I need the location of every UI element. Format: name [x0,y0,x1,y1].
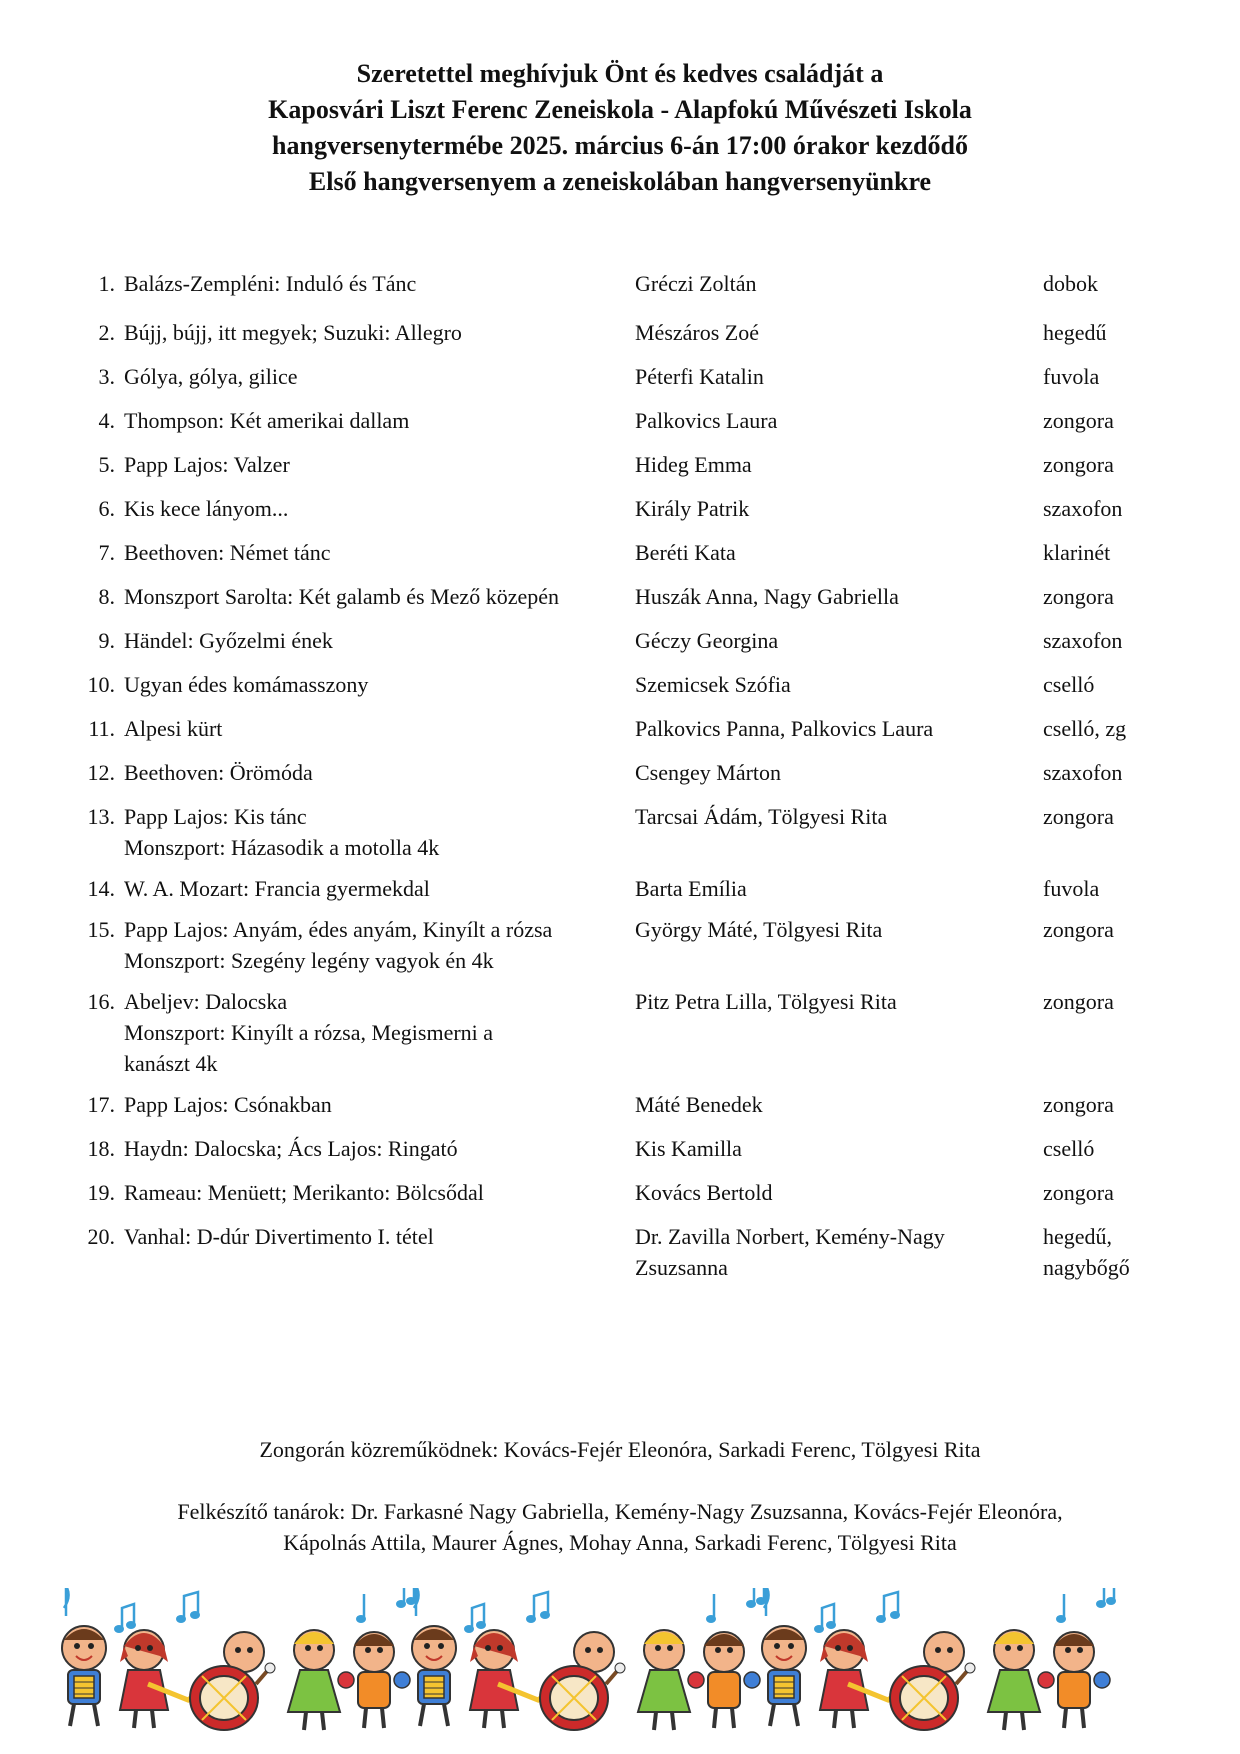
program-row [0,405,1240,436]
program-performers: Huszák Anna, Nagy Gabriella [635,584,899,609]
program-piece [124,986,635,1079]
program-row [0,986,1240,1079]
program-number: 10. [87,672,115,697]
program-piece [124,493,635,524]
program-piece [124,757,635,788]
program-performers: Gréczi Zoltán [635,271,757,296]
program-instrument: zongora [1043,584,1114,609]
piece-title: Monszport: Kinyílt a rózsa, Megismerni a [124,1020,494,1045]
piece-title: Monszport: Házasodik a motolla 4k [124,835,440,860]
program-piece [124,1177,635,1208]
program-instrument: zongora [1043,989,1114,1014]
program-performers: Király Patrik [635,496,750,521]
program-instrument: zongora [1043,1092,1114,1117]
program-instrument: klarinét [1043,540,1111,565]
program-number: 8. [98,584,115,609]
program-row [0,757,1240,788]
accompanists-line: Zongorán közreműködnek: Kovács-Fejér Eleonóra, Sarkadi Ferenc, Tölgyesi Rita [259,1437,981,1462]
program-row [0,268,1240,299]
program-piece [124,1089,635,1120]
piece-title: Alpesi kürt [124,716,223,741]
program-performers: Dr. Zavilla Norbert, Kemény-Nagy Zsuzsanna [635,1224,945,1280]
program-number: 2. [98,320,115,345]
program-piece [124,801,635,863]
program-number: 7. [98,540,115,565]
accompanists-note [0,1434,1240,1465]
program-row [0,537,1240,568]
program-instrument: hegedű [1043,320,1107,345]
program-piece [124,713,635,744]
piece-title: Rameau: Menüett; Merikanto: Bölcsődal [124,1180,484,1205]
program-performers: Hideg Emma [635,452,752,477]
invitation-header [0,56,1240,200]
program-performers: Csengey Márton [635,760,782,785]
program-number: 3. [98,364,115,389]
teachers-line-1: Felkészítő tanárok: Dr. Farkasné Nagy Gabriella, Kemény-Nagy Zsuzsanna, Kovács-Fejér Eleonóra, [177,1499,1063,1524]
program-number: 16. [87,989,115,1014]
program-performers: György Máté, Tölgyesi Rita [635,917,883,942]
program-number: 20. [87,1224,115,1249]
piece-title: W. A. Mozart: Francia gyermekdal [124,876,430,901]
program-performers: Tarcsai Ádám, Tölgyesi Rita [635,804,888,829]
program-instrument: szaxofon [1043,628,1123,653]
piece-title: Papp Lajos: Anyám, édes anyám, Kinyílt a rózsa [124,917,553,942]
program-instrument: zongora [1043,1180,1114,1205]
program-piece [124,873,635,904]
piece-title: Thompson: Két amerikai dallam [124,408,410,433]
program-row [0,1133,1240,1164]
header-line: Első hangversenyem a zeneiskolában hangversenyünkre [308,167,932,196]
program-number: 5. [98,452,115,477]
header-line: hangversenytermébe 2025. március 6-án 17:00 órakor kezdődő [272,131,968,160]
program-performers: Péterfi Katalin [635,364,764,389]
teachers-line-2: Kápolnás Attila, Maurer Ágnes, Mohay Anna, Sarkadi Ferenc, Tölgyesi Rita [283,1530,957,1555]
program-list [0,268,1240,1296]
program-piece [124,669,635,700]
program-row [0,625,1240,656]
children-band-icon [762,1588,1116,1730]
program-instrument: cselló [1043,672,1095,697]
program-piece [124,449,635,480]
program-instrument: zongora [1043,917,1114,942]
header-line: Kaposvári Liszt Ferenc Zeneiskola - Alapfokú Művészeti Iskola [268,95,972,124]
piece-title: Abeljev: Dalocska [124,989,288,1014]
program-instrument: szaxofon [1043,496,1123,521]
program-piece [124,914,635,976]
program-piece [124,361,635,392]
program-performers: Pitz Petra Lilla, Tölgyesi Rita [635,989,897,1014]
program-instrument: hegedű, nagybőgő [1043,1224,1130,1280]
program-performers: Barta Emília [635,876,747,901]
piece-title: Kis kece lányom... [124,496,289,521]
program-number: 12. [87,760,115,785]
piece-title: Papp Lajos: Valzer [124,452,290,477]
program-piece [124,405,635,436]
program-number: 14. [87,876,115,901]
program-number: 13. [87,804,115,829]
piece-title: Monszport Sarolta: Két galamb és Mező közepén [124,584,559,609]
program-row [0,317,1240,348]
program-number: 1. [98,271,115,296]
program-number: 11. [88,716,115,741]
piece-title: Haydn: Dalocska; Ács Lajos: Ringató [124,1136,458,1161]
program-instrument: fuvola [1043,364,1100,389]
piece-title: Ugyan édes komámasszony [124,672,369,697]
program-piece [124,268,635,299]
piece-title: Händel: Győzelmi ének [124,628,333,653]
program-row [0,1089,1240,1120]
program-performers: Palkovics Panna, Palkovics Laura [635,716,934,741]
program-instrument: fuvola [1043,876,1100,901]
program-instrument: cselló, zg [1043,716,1127,741]
program-row [0,449,1240,480]
program-piece [124,537,635,568]
piece-title: Papp Lajos: Csónakban [124,1092,332,1117]
piece-title: kanászt 4k [124,1051,218,1076]
children-band-icon [412,1588,766,1730]
program-row [0,493,1240,524]
program-instrument: zongora [1043,452,1114,477]
program-row [0,914,1240,976]
program-piece [124,317,635,348]
children-band-icon [62,1588,416,1730]
program-performers: Kovács Bertold [635,1180,773,1205]
program-performers: Beréti Kata [635,540,736,565]
piece-title: Bújj, bújj, itt megyek; Suzuki: Allegro [124,320,462,345]
program-row [0,1177,1240,1208]
program-row [0,801,1240,863]
program-number: 9. [98,628,115,653]
program-piece [124,1221,635,1283]
program-instrument: dobok [1043,271,1098,296]
program-row [0,713,1240,744]
piece-title: Balázs-Zempléni: Induló és Tánc [124,271,417,296]
program-performers: Kis Kamilla [635,1136,742,1161]
header-line: Szeretettel meghívjuk Önt és kedves családját a [356,59,884,88]
program-number: 6. [98,496,115,521]
program-instrument: zongora [1043,408,1114,433]
program-performers: Palkovics Laura [635,408,778,433]
piece-title: Vanhal: D-dúr Divertimento I. tétel [124,1224,434,1249]
program-performers: Szemicsek Szófia [635,672,791,697]
program-performers: Máté Benedek [635,1092,763,1117]
piece-title: Beethoven: Német tánc [124,540,331,565]
program-number: 19. [87,1180,115,1205]
program-piece [124,625,635,656]
program-number: 15. [87,917,115,942]
teachers-note [0,1496,1240,1558]
children-band-decoration [0,1588,1240,1738]
program-performers: Géczy Georgina [635,628,779,653]
program-piece [124,581,635,612]
piece-title: Gólya, gólya, gilice [124,364,298,389]
program-instrument: szaxofon [1043,760,1123,785]
program-instrument: cselló [1043,1136,1095,1161]
piece-title: Beethoven: Örömóda [124,760,313,785]
program-performers: Mészáros Zoé [635,320,760,345]
program-number: 17. [87,1092,115,1117]
program-number: 18. [87,1136,115,1161]
program-row [0,1221,1240,1283]
piece-title: Monszport: Szegény legény vagyok én 4k [124,948,494,973]
program-row [0,669,1240,700]
program-row [0,873,1240,904]
program-row [0,361,1240,392]
program-instrument: zongora [1043,804,1114,829]
program-piece [124,1133,635,1164]
program-row [0,581,1240,612]
program-number: 4. [98,408,115,433]
piece-title: Papp Lajos: Kis tánc [124,804,307,829]
